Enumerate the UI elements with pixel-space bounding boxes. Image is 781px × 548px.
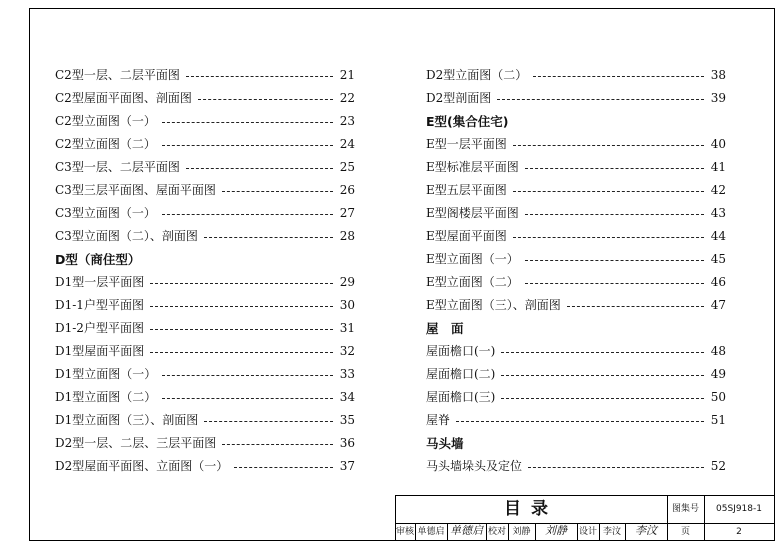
toc-entry-page: 23 [339, 114, 355, 128]
dash-leader [497, 99, 704, 100]
dash-leader [525, 214, 704, 215]
atlas-number-label: 图集号 [671, 504, 699, 514]
section-heading: D型（商住型） [55, 252, 141, 267]
toc-entry-title: D1型屋面平面图 [55, 344, 145, 358]
toc-entry-page: 26 [339, 183, 355, 197]
toc-entry[interactable] [55, 271, 355, 294]
dash-leader [204, 237, 333, 238]
toc-entry[interactable] [55, 340, 355, 363]
toc-entry[interactable] [55, 363, 355, 386]
toc-entry-title: D1型立面图（二） [55, 390, 157, 404]
toc-entry[interactable] [55, 110, 355, 133]
toc-entry-title: E型立面图（三）、剖面图 [426, 298, 561, 312]
toc-entry-page: 49 [710, 367, 726, 381]
toc-entry-title: E型屋面平面图 [426, 229, 507, 243]
title-block [395, 495, 775, 541]
designer-signature: 李汶 [635, 524, 657, 537]
section-heading: 屋 面 [426, 321, 464, 336]
dash-leader [501, 398, 704, 399]
toc-entry-page: 29 [339, 275, 355, 289]
reviewer-name: 单德启 [417, 527, 445, 537]
toc-entry-page: 25 [339, 160, 355, 174]
toc-entry[interactable] [426, 386, 726, 409]
dash-leader [501, 352, 704, 353]
toc-entry-title: 屋面檐口(二) [426, 367, 496, 381]
toc-entry-title: D2型屋面平面图、立面图（一） [55, 459, 229, 473]
toc-entry[interactable] [426, 363, 726, 386]
toc-entry[interactable] [55, 317, 355, 340]
dash-leader [162, 398, 333, 399]
toc-entry[interactable] [426, 248, 726, 271]
toc-entry-page: 40 [710, 137, 726, 151]
toc-entry[interactable] [55, 409, 355, 432]
dash-leader [150, 352, 333, 353]
toc-entry-page: 38 [710, 68, 726, 82]
toc-entry-page: 41 [710, 160, 726, 174]
title-block-title: 目录 [504, 499, 558, 519]
toc-entry-title: E型一层平面图 [426, 137, 507, 151]
designer-label: 设计 [578, 527, 597, 537]
dash-leader [525, 283, 704, 284]
dash-leader [513, 145, 704, 146]
dash-leader [162, 145, 333, 146]
toc-entry-title: E型阁楼层平面图 [426, 206, 519, 220]
toc-entry[interactable] [55, 455, 355, 478]
designer-name: 李汶 [602, 527, 621, 537]
toc-entry[interactable] [55, 386, 355, 409]
dash-leader [204, 421, 333, 422]
toc-entry-title: D1型立面图（三）、剖面图 [55, 413, 199, 427]
toc-entry[interactable] [55, 225, 355, 248]
toc-entry-title: D1-2户型平面图 [55, 321, 144, 335]
dash-leader [150, 329, 333, 330]
toc-entry-title: E型立面图（二） [426, 275, 519, 289]
toc-entry-title: C2型立面图（一） [55, 114, 156, 128]
toc-entry[interactable] [426, 133, 726, 156]
dash-leader [186, 168, 333, 169]
page-number: 2 [736, 527, 742, 537]
toc-entry[interactable] [426, 271, 726, 294]
toc-entry-title: C2型一层、二层平面图 [55, 68, 180, 82]
toc-entry-title: C2型立面图（二） [55, 137, 156, 151]
toc-entry[interactable] [426, 156, 726, 179]
toc-entry-title: C3型立面图（二）、剖面图 [55, 229, 198, 243]
toc-entry-title: D2型立面图（二） [426, 68, 528, 82]
toc-right-column [426, 64, 726, 478]
toc-entry-page: 45 [710, 252, 726, 266]
toc-entry-page: 47 [710, 298, 726, 312]
toc-entry-page: 31 [339, 321, 355, 335]
reviewer-signature: 单德启 [450, 524, 483, 537]
toc-entry[interactable] [426, 202, 726, 225]
toc-entry-title: C3型一层、二层平面图 [55, 160, 180, 174]
toc-entry-page: 52 [710, 459, 726, 473]
toc-entry[interactable] [55, 202, 355, 225]
toc-entry-page: 48 [710, 344, 726, 358]
toc-entry-page: 44 [710, 229, 726, 243]
toc-entry-title: C3型立面图（一） [55, 206, 156, 220]
page-label: 页 [680, 527, 690, 537]
toc-entry-title: D2型一层、二层、三层平面图 [55, 436, 217, 450]
checker-name: 刘静 [512, 527, 531, 537]
toc-entry-page: 24 [339, 137, 355, 151]
toc-entry-page: 32 [339, 344, 355, 358]
toc-entry[interactable] [426, 409, 726, 432]
dash-leader [150, 306, 333, 307]
toc-entry-title: C3型三层平面图、屋面平面图 [55, 183, 216, 197]
toc-entry-title: E型标准层平面图 [426, 160, 519, 174]
dash-leader [513, 237, 704, 238]
toc-entry-page: 30 [339, 298, 355, 312]
checker-signature: 刘静 [545, 524, 567, 537]
toc-entry-page: 42 [710, 183, 726, 197]
dash-leader [162, 122, 333, 123]
toc-entry[interactable] [55, 294, 355, 317]
section-heading: E型(集合住宅) [426, 114, 509, 129]
dash-leader [567, 306, 704, 307]
toc-entry-page: 27 [339, 206, 355, 220]
toc-entry-page: 21 [339, 68, 355, 82]
toc-entry-page: 34 [339, 390, 355, 404]
dash-leader [162, 214, 333, 215]
toc-entry[interactable] [55, 133, 355, 156]
toc-entry-title: E型立面图（一） [426, 252, 519, 266]
toc-entry-page: 50 [710, 390, 726, 404]
toc-entry-page: 28 [339, 229, 355, 243]
toc-entry-title: C2型屋面平面图、剖面图 [55, 91, 192, 105]
dash-leader [525, 168, 704, 169]
toc-entry[interactable] [426, 455, 726, 478]
toc-entry[interactable] [426, 225, 726, 248]
dash-leader [513, 191, 704, 192]
dash-leader [525, 260, 704, 261]
toc-entry-title: 屋面檐口(一) [426, 344, 496, 358]
toc-entry-page: 43 [710, 206, 726, 220]
toc-entry-page: 33 [339, 367, 355, 381]
toc-entry-title: D1型一层平面图 [55, 275, 145, 289]
toc-entry-title: D1-1户型平面图 [55, 298, 144, 312]
dash-leader [150, 283, 333, 284]
toc-entry[interactable] [55, 432, 355, 455]
toc-entry[interactable] [426, 87, 726, 110]
dash-leader [456, 421, 704, 422]
toc-entry[interactable] [55, 64, 355, 87]
toc-entry-title: D1型立面图（一） [55, 367, 157, 381]
toc-entry-page: 46 [710, 275, 726, 289]
toc-entry-title: 屋脊 [426, 413, 451, 427]
toc-entry-page: 35 [339, 413, 355, 427]
toc-entry-title: 屋面檐口(三) [426, 390, 496, 404]
dash-leader [186, 76, 333, 77]
toc-entry-page: 51 [710, 413, 726, 427]
section-heading: 马头墙 [426, 436, 464, 451]
dash-leader [234, 467, 333, 468]
reviewer-label: 审核 [395, 527, 414, 537]
dash-leader [222, 444, 333, 445]
dash-leader [222, 191, 333, 192]
dash-leader [533, 76, 704, 77]
dash-leader [162, 375, 333, 376]
checker-label: 校对 [487, 527, 506, 537]
toc-entry-title: 马头墙垛头及定位 [426, 459, 523, 473]
atlas-number: 05SJ918-1 [716, 504, 762, 514]
dash-leader [198, 99, 333, 100]
toc-entry[interactable] [426, 340, 726, 363]
toc-entry-title: D2型剖面图 [426, 91, 492, 105]
dash-leader [501, 375, 704, 376]
toc-entry-title: E型五层平面图 [426, 183, 507, 197]
toc-entry[interactable] [426, 294, 726, 317]
toc-entry[interactable] [55, 179, 355, 202]
toc-entry-page: 22 [339, 91, 355, 105]
toc-entry[interactable] [426, 64, 726, 87]
dash-leader [528, 467, 704, 468]
toc-entry[interactable] [55, 156, 355, 179]
toc-entry-page: 39 [710, 91, 726, 105]
toc-entry[interactable] [55, 87, 355, 110]
toc-entry-page: 37 [339, 459, 355, 473]
toc-left-column [55, 64, 355, 478]
toc-entry-page: 36 [339, 436, 355, 450]
toc-entry[interactable] [426, 179, 726, 202]
